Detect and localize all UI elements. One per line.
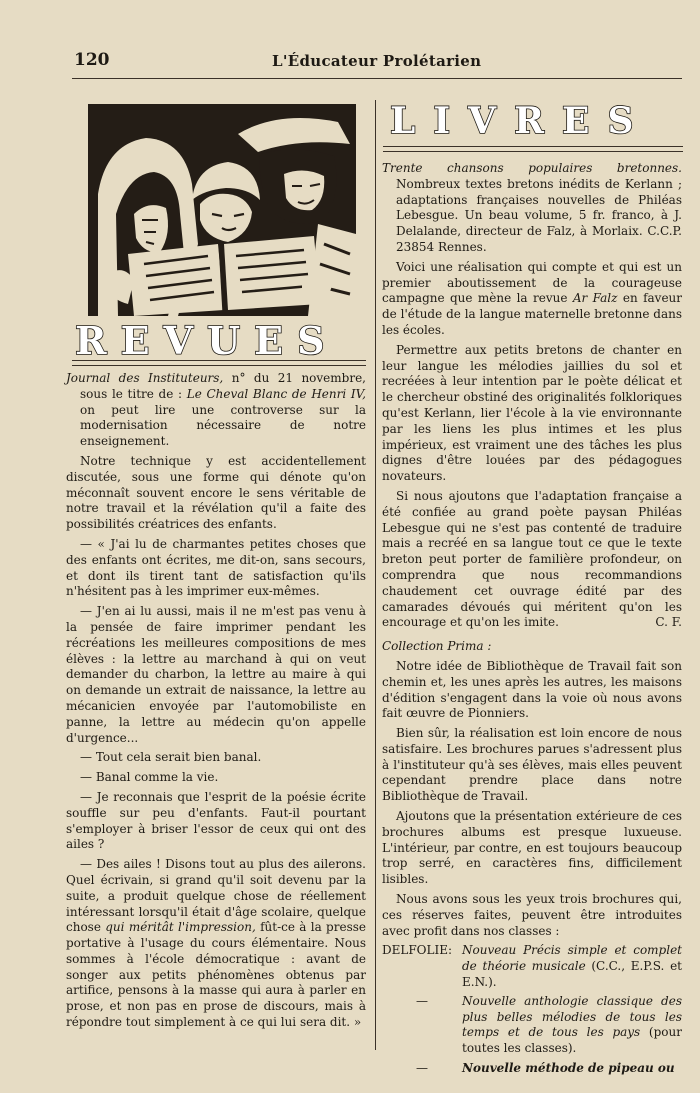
- livres-paragraph: [382, 489, 682, 631]
- livres-p1-start: Voici une réalisation qui compte et qui est un premier aboutissement de la courageuse campagne que mène la revue: [382, 259, 682, 306]
- livres-paragraph: Ajoutons que la présentation extérieure de ces brochures albums est presque luxueuse. L'intérieur, par contre, en est toujours beaucoup trop serré, en caractères fins, difficilement lisibles.: [382, 809, 682, 887]
- reference-title: Nouvelle méthode de pipeau ou: [462, 1060, 675, 1075]
- reference-author: —: [416, 1060, 428, 1075]
- livres-paragraph: [382, 260, 682, 339]
- reference-author: —: [416, 994, 428, 1009]
- revues-intro-text: n° du 21 novembre, sous le titre de :: [80, 371, 366, 401]
- journal-title: L'Éducateur Prolétarien: [272, 52, 482, 70]
- revues-intro-text-end: on peut lire une controverse sur la modernisation nécessaire de notre enseignement.: [80, 402, 366, 449]
- author-signature: C. F.: [655, 615, 682, 630]
- livres-column: [382, 161, 682, 1080]
- livres-paragraph: Bien sûr, la réalisation est loin encore de nous satisfaire. Les brochures parues s'adressent plus à l'instituteur qu'à ses élèves, mais elles peuvent cependant prendre place dans notre Bibliothèque de Travail.: [382, 726, 682, 804]
- woodcut-illustration: [88, 104, 356, 316]
- book-details: Nombreux textes bretons inédits de Kerlann ; adaptations françaises nouvelles de Philéas Lebesgue. Un beau volume, 5 fr. franco, à J. Delalande, directeur de Falz, à Morlaix. C.C.P. 23854 Rennes.: [396, 176, 682, 254]
- livres-rule: [383, 146, 683, 152]
- reference-note: (C.C., E.P.S. et E.N.).: [462, 959, 682, 989]
- collection-heading: [382, 639, 682, 655]
- livres-paragraph: Nous avons sous les yeux trois brochures qui, ces réserves faites, peuvent être introduites avec profit dans nos classes :: [382, 892, 682, 938]
- revues-heading: REVUES: [75, 318, 339, 363]
- page-number: 120: [74, 50, 110, 70]
- reference-row: [382, 943, 682, 994]
- header-rule: [72, 78, 682, 79]
- column-divider: [375, 100, 376, 1050]
- revues-p8-end: fût-ce à la presse portative à l'usage du cours élémentaire. Nous sommes à l'école démocratique : avant de songer aux petits phénomènes obtenus par artifice, pensons à la masse qui aura à parler en prose, et non pas en prose de discours, mais à répondre tout simplement à ce qui lui sera dit. »: [66, 920, 366, 1030]
- revues-paragraph: — Banal comme la vie.: [80, 770, 219, 785]
- revues-paragraph: Notre technique y est accidentellement discutée, sous une forme qui dénote qu'on méconnaît souvent encore le sens véritable de notre travail et la révélation qu'il a faite des possibilités créatrices des enfants.: [66, 453, 366, 532]
- collection-title: Collection Prima :: [382, 639, 492, 654]
- livres-paragraph: Permettre aux petits bretons de chanter en leur langue les mélodies jaillies du sol et recréées à leur intention par le poète délicat et le chercheur obstiné des originalités folkloriques qu'est Kerlann, lier l'école à la vie environnante par les liens les plus intimes et les plus impérieux, est vraiment une des tâches les plus dignes d'être louées par des pédagogues novateurs.: [382, 342, 682, 484]
- revues-p8-emphasis: qui méritât l'impression,: [105, 920, 256, 935]
- livres-paragraph: Notre idée de Bibliothèque de Travail fait son chemin et, les unes après les autres, les maisons d'édition s'engagent dans la voie où nous avons fait œuvre de Pionniers.: [382, 658, 682, 721]
- reference-row: [382, 994, 682, 1060]
- reference-author: DELFOLIE:: [382, 943, 453, 958]
- revues-intro-paragraph: [66, 371, 366, 450]
- revues-paragraph: — « J'ai lu de charmantes petites choses que des enfants ont écrites, me dit-on, sans secours, et dont ils tirent tant de satisfaction qu'ils n'hésitent pas à les imprimer eux-mêmes.: [66, 536, 366, 599]
- livres-heading: LIVRES: [390, 100, 652, 142]
- journal-name: Journal des Instituteurs,: [66, 371, 224, 385]
- reference-description: [462, 1061, 682, 1081]
- livres-p3-text: Si nous ajoutons que l'adaptation française a été confiée au grand poète paysan Philéas Lebesgue qui ne s'est pas contenté de traduire mais a recréé en sa langue tout ce que le texte breton peut porter de familière profondeur, on comprendra que nous recommandions chaudement cet ouvrage édité par des camarades dévoués qui méritent qu'on les encourage et qu'on les imite.: [382, 488, 682, 630]
- reference-title: Nouveau Précis simple et complet de théorie musicale: [462, 943, 682, 974]
- reference-description: [462, 943, 682, 994]
- review-name: Ar Falz: [572, 291, 618, 306]
- reference-row: [382, 1061, 682, 1081]
- reference-description: [462, 994, 682, 1060]
- livres-p1-end: en faveur de l'étude de la langue maternelle bretonne dans les écoles.: [382, 291, 683, 337]
- revues-paragraph: — J'en ai lu aussi, mais il ne m'est pas venu à la pensée de faire imprimer pendant les récréations les meilleures compositions de mes élèves : la lettre au marchand à qui on veut demander du charbon, la lettre au maire à qui on demande un extrait de naissance, la lettre au mécanicien envoyée par l'automobiliste en panne, la lettre au médecin qu'on appelle d'urgence...: [66, 604, 366, 745]
- revues-paragraph: — Tout cela serait bien banal.: [80, 750, 262, 765]
- article-title: Le Cheval Blanc de Henri IV,: [186, 386, 366, 401]
- revues-column: [66, 371, 366, 1035]
- revues-paragraph: — Je reconnais que l'esprit de la poésie écrite souffle sur peu d'enfants. Faut-il pourtant s'employer à briser l'essor de ceux qui ont des ailes ?: [66, 789, 366, 852]
- revues-rule: [72, 360, 366, 366]
- revues-p8-start: — Des ailes ! Disons tout au plus des ailerons. Quel écrivain, si grand qu'il soit devenu par la suite, a produit quelque chose de réellement intéressant lorsqu'il était d'âge scolaire, quelque chose: [66, 857, 366, 935]
- reference-note: (pour toutes les classes).: [462, 1025, 682, 1056]
- book-entry: [382, 161, 682, 256]
- revues-paragraph: [66, 857, 366, 1031]
- reference-list: [382, 943, 682, 1080]
- reference-title: Nouvelle anthologie classique des plus belles mélodies de tous les temps et de tous les pays: [462, 994, 682, 1040]
- book-title: Trente chansons populaires bretonnes.: [382, 161, 682, 175]
